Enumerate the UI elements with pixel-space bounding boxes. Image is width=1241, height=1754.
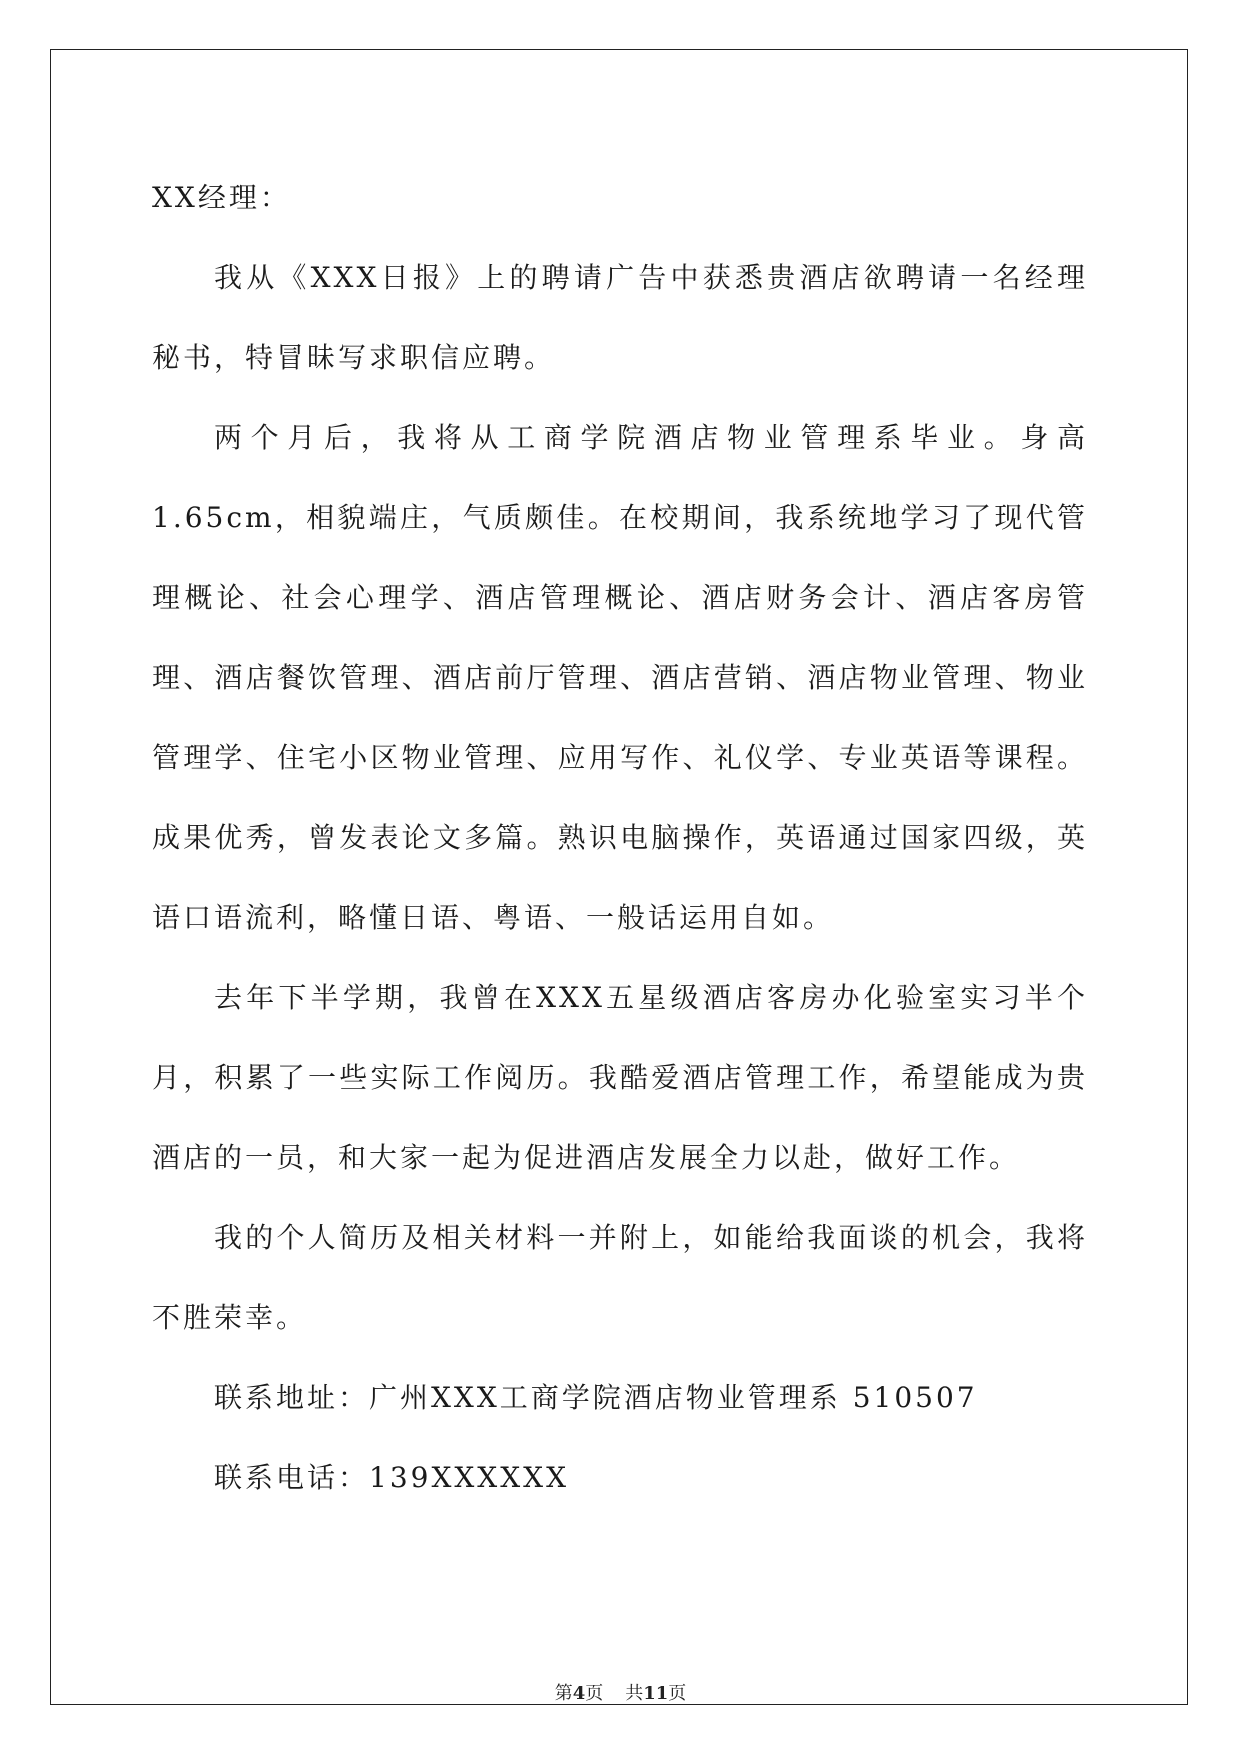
paragraph-3: 去年下半学期，我曾在XXX五星级酒店客房办化验室实习半个月，积累了一些实际工作阅历。我酷爱酒店管理工作，希望能成为贵酒店的一员，和大家一起为促进酒店发展全力以赴，做好工作。 (152, 981, 1088, 1174)
page-footer (0, 1683, 1241, 1705)
paragraph-2: 两个月后，我将从工商学院酒店物业管理系毕业。身高1.65cm，相貌端庄，气质颇佳。在校期间，我系统地学习了现代管理概论、社会心理学、酒店管理概论、酒店财务会计、酒店客房管理、酒店餐饮管理、酒店前厅管理、酒店营销、酒店物业管理、物业管理学、住宅小区物业管理、应用写作、礼仪学、专业英语等课程。成果优秀，曾发表论文多篇。熟识电脑操作，英语通过国家四级，英语口语流利，略懂日语、粤语、一般话运用自如。 (152, 421, 1088, 934)
letter-body (152, 168, 1088, 1518)
salutation: XX经理： (152, 181, 291, 214)
page-suffix: 页 (585, 1683, 604, 1704)
paragraph-4: 我的个人简历及相关材料一并附上，如能给我面谈的机会，我将不胜荣幸。 (152, 1221, 1088, 1334)
total-prefix: 共 (625, 1683, 644, 1704)
paragraph-1: 我从《XXX日报》上的聘请广告中获悉贵酒店欲聘请一名经理秘书，特冒昧写求职信应聘。 (152, 261, 1088, 374)
total-suffix: 页 (668, 1683, 687, 1704)
contact-address: 联系地址：广州XXX工商学院酒店物业管理系 510507 (214, 1381, 978, 1414)
total-page-count: 11 (643, 1683, 669, 1704)
current-page-number: 4 (572, 1683, 586, 1704)
page-prefix: 第 (554, 1683, 573, 1704)
contact-phone: 联系电话：139XXXXXX (214, 1461, 570, 1494)
